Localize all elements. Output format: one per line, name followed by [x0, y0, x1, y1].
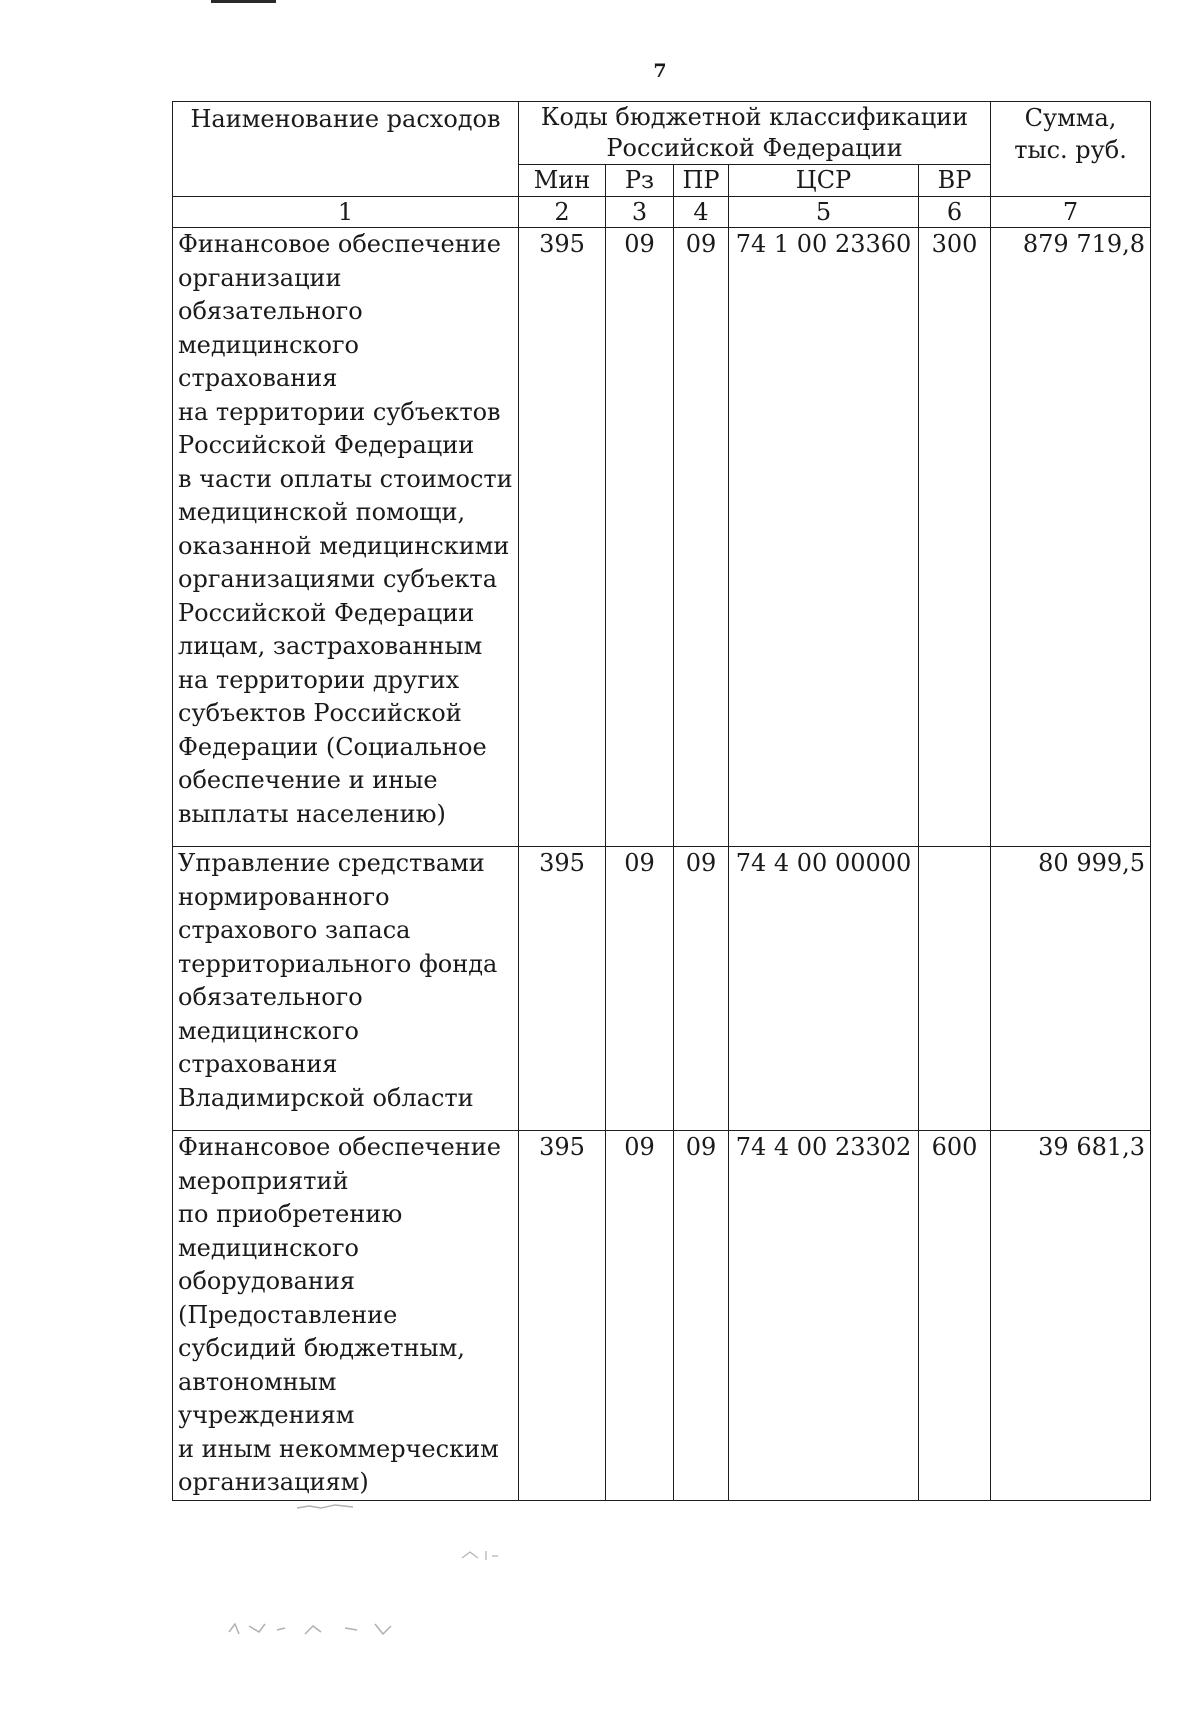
table-body	[173, 228, 1151, 1501]
col-number: 5	[729, 197, 919, 228]
vr-code-cell: 300	[919, 228, 991, 847]
expense-name-line: Владимирской области	[178, 1083, 474, 1112]
expense-name-line: организациями субъекта	[178, 565, 498, 593]
expense-name-line: обеспечение и иные	[178, 766, 438, 794]
expense-name-line: на территории других	[178, 665, 460, 694]
col-number: 3	[606, 197, 674, 228]
header-name-column: Наименование расходов	[173, 102, 519, 197]
vr-code-cell	[919, 847, 991, 1131]
expense-name-line: автономным учреждениям	[178, 1367, 355, 1429]
scan-noise-mark	[460, 1548, 500, 1566]
expense-name-line: субъектов Российской	[178, 699, 462, 727]
header-codes-column: Коды бюджетной классификации Российской Федерации	[519, 102, 991, 165]
expense-name-line: страхования	[178, 1050, 338, 1078]
expense-name-text	[178, 1131, 513, 1500]
rz-code-cell: 09	[606, 847, 674, 1131]
expense-name-line: по приобретению	[178, 1200, 403, 1228]
budget-table	[172, 101, 1151, 1501]
header-min: Мин	[519, 165, 606, 197]
scan-noise-mark	[225, 1618, 405, 1644]
expense-name-cell	[173, 1131, 519, 1501]
col-number: 1	[173, 197, 519, 228]
table-row	[173, 847, 1151, 1131]
header-csr: ЦСР	[729, 165, 919, 197]
expense-name-line: Российской Федерации	[178, 431, 475, 459]
expense-name-line: Управление средствами	[178, 849, 485, 877]
expense-name-line: мероприятий	[178, 1166, 349, 1195]
expense-name-line: Федерации (Социальное	[178, 732, 487, 761]
expense-name-line: (Предоставление	[178, 1300, 398, 1329]
expense-name-cell	[173, 847, 519, 1131]
sum-cell: 879 719,8	[991, 228, 1151, 847]
sum-cell: 39 681,3	[991, 1131, 1151, 1501]
expense-name-line: организациям)	[178, 1468, 369, 1496]
expense-name-line: обязательного	[178, 983, 363, 1011]
expense-name-line: медицинского	[178, 1233, 359, 1262]
expense-name-text	[178, 228, 513, 831]
header-row-top	[173, 102, 1151, 165]
expense-name-line: страхования	[178, 364, 338, 392]
header-rz: Рз	[606, 165, 674, 197]
expense-name-line: Финансовое обеспечение	[178, 1133, 501, 1161]
rz-code-cell: 09	[606, 1131, 674, 1501]
col-number: 7	[991, 197, 1151, 228]
header-sum-column: Сумма, тыс. руб.	[991, 102, 1151, 197]
csr-code-cell: 74 4 00 00000	[729, 847, 919, 1131]
col-number: 2	[519, 197, 606, 228]
expense-name-line: организации	[178, 263, 342, 292]
pr-code-cell: 09	[674, 228, 729, 847]
expense-name-line: в части оплаты стоимости	[178, 464, 513, 493]
expense-name-line: субсидий бюджетным,	[178, 1334, 465, 1362]
page-number: 7	[653, 60, 667, 82]
expense-name-line: страхового запаса	[178, 916, 411, 944]
rz-code-cell: 09	[606, 228, 674, 847]
expense-name-line: выплаты населению)	[178, 799, 446, 828]
expense-name-cell	[173, 228, 519, 847]
expense-name-line: и иным некоммерческим	[178, 1434, 499, 1463]
vr-code-cell: 600	[919, 1131, 991, 1501]
header-vr: ВР	[919, 165, 991, 197]
column-number-row	[173, 197, 1151, 228]
expense-name-line: обязательного	[178, 297, 363, 325]
expense-name-line: на территории субъектов	[178, 397, 501, 426]
expense-name-line: медицинской помощи,	[178, 498, 466, 526]
expense-name-line: нормированного	[178, 882, 390, 911]
expense-name-line: оборудования	[178, 1267, 356, 1295]
expense-name-line: территориального фонда	[178, 949, 498, 978]
csr-code-cell: 74 4 00 23302	[729, 1131, 919, 1501]
header-pr: ПР	[674, 165, 729, 197]
expense-name-line: Российской Федерации	[178, 598, 475, 627]
min-code-cell: 395	[519, 228, 606, 847]
expense-name-text	[178, 847, 513, 1115]
table-row	[173, 228, 1151, 847]
expense-name-line: лицам, застрахованным	[178, 632, 483, 660]
min-code-cell: 395	[519, 1131, 606, 1501]
scan-noise-mark	[295, 1500, 355, 1516]
sum-cell: 80 999,5	[991, 847, 1151, 1131]
top-edge-line	[211, 0, 276, 3]
col-number: 4	[674, 197, 729, 228]
col-number: 6	[919, 197, 991, 228]
expense-name-line: Финансовое обеспечение	[178, 230, 501, 258]
table-row	[173, 1131, 1151, 1501]
min-code-cell: 395	[519, 847, 606, 1131]
pr-code-cell: 09	[674, 847, 729, 1131]
csr-code-cell: 74 1 00 23360	[729, 228, 919, 847]
expense-name-line: медицинского	[178, 330, 359, 359]
expense-name-line: медицинского	[178, 1016, 359, 1045]
expense-name-line: оказанной медицинскими	[178, 531, 510, 560]
pr-code-cell: 09	[674, 1131, 729, 1501]
